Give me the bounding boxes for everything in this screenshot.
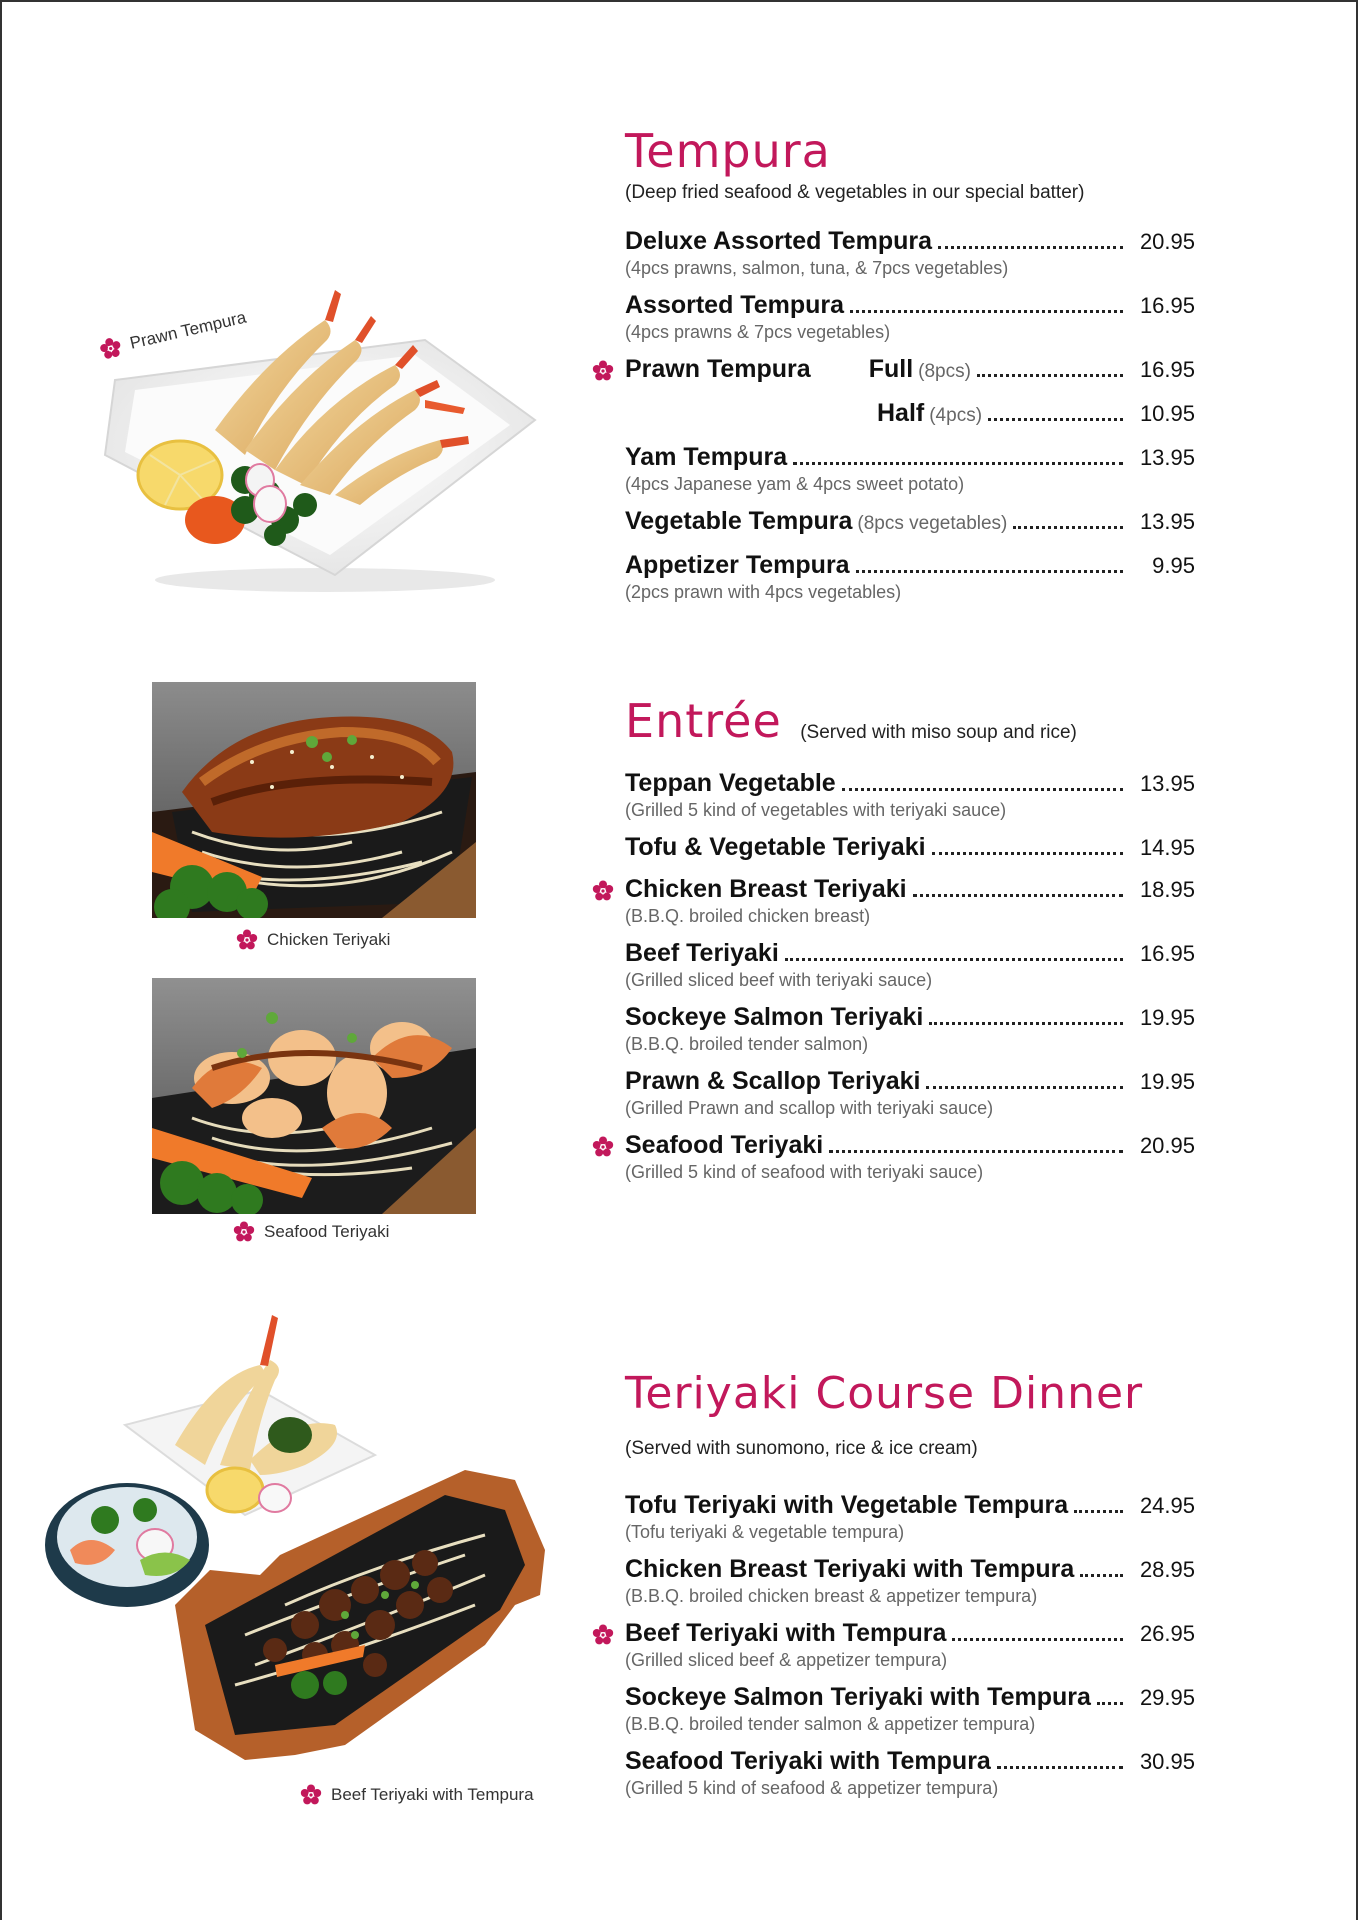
item-description: (Tofu teriyaki & vegetable tempura) <box>625 1522 905 1542</box>
item-name: Appetizer Tempura <box>625 551 850 579</box>
item-name: Tofu & Vegetable Teriyaki <box>625 833 926 861</box>
item-price: 14.95 <box>1139 835 1195 860</box>
item-price: 13.95 <box>1139 445 1195 470</box>
dot-leader <box>1013 526 1123 529</box>
dot-leader <box>842 788 1123 791</box>
item-price: 10.95 <box>1139 401 1195 426</box>
item-description: (Grilled 5 kind of seafood with teriyaki sauce) <box>625 1162 984 1182</box>
menu-item <box>625 290 1195 343</box>
item-description: (Grilled sliced beef & appetizer tempura) <box>625 1650 948 1670</box>
dot-leader <box>929 1022 1123 1025</box>
dot-leader <box>1074 1510 1123 1513</box>
item-name: Chicken Breast Teriyaki with Tempura <box>625 1555 1075 1583</box>
item-price: 29.95 <box>1139 1685 1195 1710</box>
item-description: (Grilled 5 kind of vegetables with teriyaki sauce) <box>625 800 1007 820</box>
item-name: Tofu Teriyaki with Vegetable Tempura <box>625 1491 1069 1519</box>
dot-leader <box>829 1150 1123 1153</box>
dot-leader <box>1080 1574 1123 1577</box>
item-name: Prawn & Scallop Teriyaki <box>625 1067 921 1095</box>
half-note: (4pcs) <box>929 405 983 426</box>
item-name: Sockeye Salmon Teriyaki with Tempura <box>625 1683 1091 1711</box>
dot-leader <box>952 1638 1123 1641</box>
item-description: (B.B.Q. broiled tender salmon) <box>625 1034 869 1054</box>
item-price: 24.95 <box>1139 1493 1195 1518</box>
item-description: (2pcs prawn with 4pcs vegetables) <box>625 582 902 602</box>
item-price: 19.95 <box>1139 1069 1195 1094</box>
dot-leader <box>977 374 1123 377</box>
menu-item <box>625 1490 1195 1543</box>
dot-leader <box>926 1086 1123 1089</box>
menu-item <box>625 1746 1195 1799</box>
beef-teriyaki-tempura-photo <box>45 1305 585 1775</box>
dot-leader <box>793 462 1123 465</box>
item-description: (B.B.Q. broiled tender salmon & appetizer tempura) <box>625 1714 1036 1734</box>
full-label: Full <box>868 355 914 383</box>
menu-item-featured <box>625 1618 1195 1671</box>
section-title: Tempura <box>625 124 831 178</box>
item-name: Vegetable Tempura <box>625 507 853 535</box>
menu-item-featured <box>625 874 1195 927</box>
item-price: 13.95 <box>1139 771 1195 796</box>
seafood-teriyaki-photo <box>152 978 476 1214</box>
item-name: Seafood Teriyaki <box>625 1131 824 1159</box>
menu-item <box>625 768 1195 821</box>
item-description: (4pcs prawns & 7pcs vegetables) <box>625 322 891 342</box>
menu-item <box>625 226 1195 279</box>
dot-leader <box>913 894 1123 897</box>
item-name: Beef Teriyaki <box>625 939 779 967</box>
dot-leader <box>988 418 1123 421</box>
item-price: 20.95 <box>1139 229 1195 254</box>
item-description: (B.B.Q. broiled chicken breast) <box>625 906 871 926</box>
item-name: Sockeye Salmon Teriyaki <box>625 1003 924 1031</box>
flower-icon <box>592 1136 614 1158</box>
item-description: (B.B.Q. broiled chicken breast & appetizer tempura) <box>625 1586 1038 1606</box>
section-subtitle: (Served with sunomono, rice & ice cream) <box>625 1438 978 1459</box>
item-name: Chicken Breast Teriyaki <box>625 875 907 903</box>
menu-item <box>625 1002 1195 1055</box>
item-price: 18.95 <box>1139 877 1195 902</box>
flower-icon <box>592 880 614 902</box>
menu-item <box>625 1554 1195 1607</box>
menu-item-featured <box>625 1130 1195 1183</box>
item-price: 16.95 <box>1139 941 1195 966</box>
item-description: (Grilled sliced beef with teriyaki sauce) <box>625 970 933 990</box>
menu-item <box>625 1066 1195 1119</box>
item-price: 28.95 <box>1139 1557 1195 1582</box>
item-price: 19.95 <box>1139 1005 1195 1030</box>
item-price: 13.95 <box>1139 509 1195 534</box>
full-note: (8pcs) <box>918 361 971 382</box>
dot-leader <box>1097 1702 1123 1705</box>
flower-icon <box>233 1221 255 1243</box>
entree-section <box>625 694 1195 1194</box>
half-label: Half <box>877 399 925 427</box>
menu-list <box>625 768 1195 1183</box>
flower-icon <box>236 929 258 951</box>
item-price: 16.95 <box>1139 293 1195 318</box>
caption-text: Beef Teriyaki with Tempura <box>331 1785 534 1804</box>
menu-item <box>625 1682 1195 1735</box>
section-title: Entrée <box>625 694 782 748</box>
menu-item <box>625 938 1195 991</box>
menu-list <box>625 1490 1195 1799</box>
dot-leader <box>932 852 1123 855</box>
menu-list <box>625 226 1195 603</box>
flower-icon <box>592 360 614 382</box>
item-description: (4pcs prawns, salmon, tuna, & 7pcs vegetables) <box>625 258 1009 278</box>
menu-item <box>625 550 1195 603</box>
menu-item-featured <box>625 354 1195 431</box>
seafood-teriyaki-caption <box>233 1221 389 1243</box>
item-description: (Grilled Prawn and scallop with teriyaki sauce) <box>625 1098 994 1118</box>
item-name: Seafood Teriyaki with Tempura <box>625 1747 991 1775</box>
section-title: Teriyaki Course Dinner <box>625 1368 1144 1419</box>
item-name: Prawn Tempura <box>625 355 811 383</box>
caption-text: Seafood Teriyaki <box>264 1222 390 1241</box>
dot-leader <box>938 246 1123 249</box>
dot-leader <box>850 310 1123 313</box>
flower-icon <box>592 1624 614 1646</box>
item-price: 9.95 <box>1152 553 1195 578</box>
beef-teriyaki-tempura-caption <box>300 1784 534 1806</box>
course-dinner-section <box>625 1368 1195 1810</box>
dot-leader <box>785 958 1123 961</box>
section-subtitle: (Served with miso soup and rice) <box>800 721 1077 743</box>
item-price: 20.95 <box>1139 1133 1195 1158</box>
menu-item <box>625 442 1195 495</box>
item-name: Teppan Vegetable <box>625 769 836 797</box>
chicken-teriyaki-photo <box>152 682 476 918</box>
item-note: (8pcs vegetables) <box>857 513 1008 534</box>
item-name: Beef Teriyaki with Tempura <box>625 1619 947 1647</box>
menu-item <box>625 506 1195 539</box>
dot-leader <box>997 1766 1123 1769</box>
chicken-teriyaki-caption <box>236 929 390 951</box>
item-name: Deluxe Assorted Tempura <box>625 227 933 255</box>
flower-icon <box>300 1784 322 1806</box>
item-name: Assorted Tempura <box>625 291 845 319</box>
item-price: 26.95 <box>1139 1621 1195 1646</box>
section-subtitle: (Deep fried seafood & vegetables in our special batter) <box>625 182 1085 203</box>
item-price: 30.95 <box>1139 1749 1195 1774</box>
item-name: Yam Tempura <box>625 443 788 471</box>
item-price: 16.95 <box>1139 357 1195 382</box>
caption-text: Chicken Teriyaki <box>267 930 391 949</box>
item-description: (4pcs Japanese yam & 4pcs sweet potato) <box>625 474 965 494</box>
menu-item <box>625 832 1195 863</box>
dot-leader <box>856 570 1123 573</box>
caption-text: Prawn Tempura <box>127 307 248 353</box>
item-description: (Grilled 5 kind of seafood & appetizer tempura) <box>625 1778 999 1798</box>
tempura-section <box>625 124 1195 614</box>
